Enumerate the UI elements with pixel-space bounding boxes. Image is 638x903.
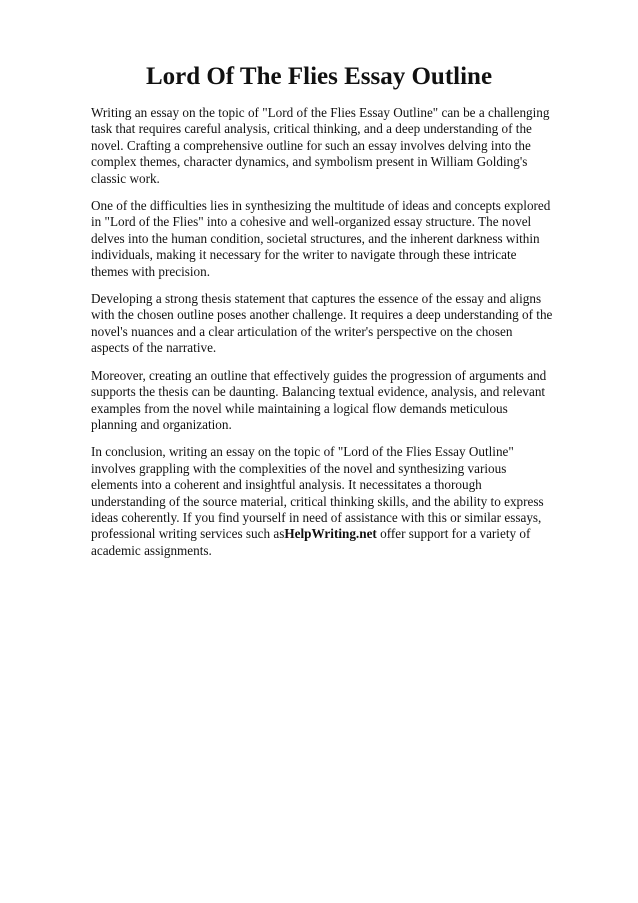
paragraph-intro: Writing an essay on the topic of "Lord of the Flies Essay Outline" can be a challenging task that requires careful analysis, critical thinking, and a deep understanding of the novel. Crafting a comprehensive outline for such an essay involves delving into the complex themes, character dynamics, and symbolism present in William Golding's classic work. <box>91 105 550 186</box>
paragraph-outline: Moreover, creating an outline that effectively guides the progression of arguments and supports the thesis can be daunting. Balancing textual evidence, analysis, and relevant examples from the novel while maintaining a logical flow demands meticulous planning and organization. <box>91 367 547 432</box>
paragraph-conclusion <box>91 444 553 559</box>
document-title: Lord Of The Flies Essay Outline <box>145 63 493 90</box>
document-body <box>91 105 553 570</box>
paragraph-thesis: Developing a strong thesis statement that captures the essence of the essay and aligns with the chosen outline poses another challenge. It requires a deep understanding of the novel's nuances and a clear articulation of the writer's perspective on the chosen aspects of the narrative. <box>91 291 553 356</box>
service-brand-name: HelpWriting.net <box>284 526 377 542</box>
paragraph-difficulties: One of the difficulties lies in synthesizing the multitude of ideas and concepts explored in "Lord of the Flies" into a cohesive and well-organized essay structure. The novel delves into the human condition, societal structures, and the inherent darkness within individuals, making it necessary for the writer to navigate through these intricate themes with precision. <box>91 198 551 279</box>
conclusion-text: In conclusion, writing an essay on the topic of "Lord of the Flies Essay Outline" involves grappling with the complexities of the novel and synthesizing various elements into a coherent and insightful analysis. It necessitates a thorough understanding of the source material, critical thinking skills, and the ability to express ideas coherently. If you find yourself in need of assistance with this or similar essays, professional writing services such as <box>91 444 544 542</box>
conclusion-ending: offer support for a variety of academic assignments. <box>91 526 531 558</box>
